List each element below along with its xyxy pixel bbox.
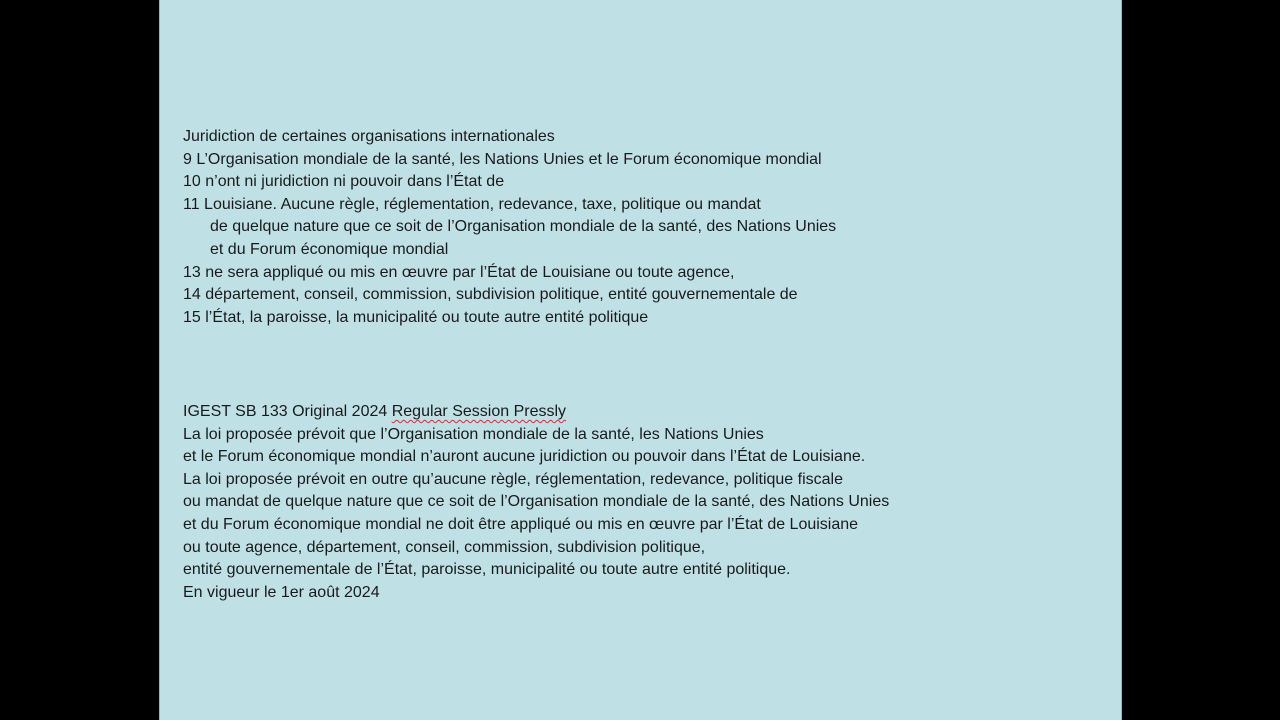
text-line: 9 L’Organisation mondiale de la santé, les Nations Unies et le Forum économique mondial (183, 150, 822, 168)
bill-excerpt-section (183, 126, 836, 329)
text-line: 14 département, conseil, commission, subdivision politique, entité gouvernementale de (183, 286, 798, 304)
text-line: ou toute agence, département, conseil, commission, subdivision politique, (183, 538, 706, 556)
text-line: 11 Louisiane. Aucune règle, réglementation, redevance, taxe, politique ou mandat (183, 195, 761, 213)
text-line: de quelque nature que ce soit de l’Organisation mondiale de la santé, des Nations Unies (210, 218, 837, 236)
digest-section (183, 401, 889, 604)
text-line: et du Forum économique mondial (210, 240, 449, 258)
text-line: 10 n’ont ni juridiction ni pouvoir dans l’État de (183, 173, 505, 191)
section-heading: Juridiction de certaines organisations internationales (183, 128, 555, 145)
effective-date: En vigueur le 1er août 2024 (183, 583, 380, 601)
text-line: La loi proposée prévoit que l’Organisation mondiale de la santé, les Nations Unies (183, 425, 764, 443)
text-line: 13 ne sera appliqué ou mis en œuvre par l’État de Louisiane ou toute agence, (183, 263, 735, 281)
text-line: ou mandat de quelque nature que ce soit de l’Organisation mondiale de la santé, des Nations Unies (183, 493, 890, 511)
text-line: 15 l’État, la paroisse, la municipalité ou toute autre entité politique (183, 308, 649, 326)
digest-header-prefix: IGEST SB 133 Original 2024 (183, 403, 392, 420)
text-line: et le Forum économique mondial n’auront aucune juridiction ou pouvoir dans l’État de Louisiane. (183, 448, 866, 466)
text-line: et du Forum économique mondial ne doit être appliqué ou mis en œuvre par l’État de Louisiane (183, 515, 859, 533)
digest-header-flagged: Regular Session Pressly (391, 403, 567, 420)
text-line: La loi proposée prévoit en outre qu’aucune règle, réglementation, redevance, politique fiscale (183, 470, 843, 488)
text-line: entité gouvernementale de l’État, paroisse, municipalité ou toute autre entité politique. (183, 561, 791, 579)
slide-panel (159, 0, 1122, 720)
digest-header (183, 401, 889, 424)
